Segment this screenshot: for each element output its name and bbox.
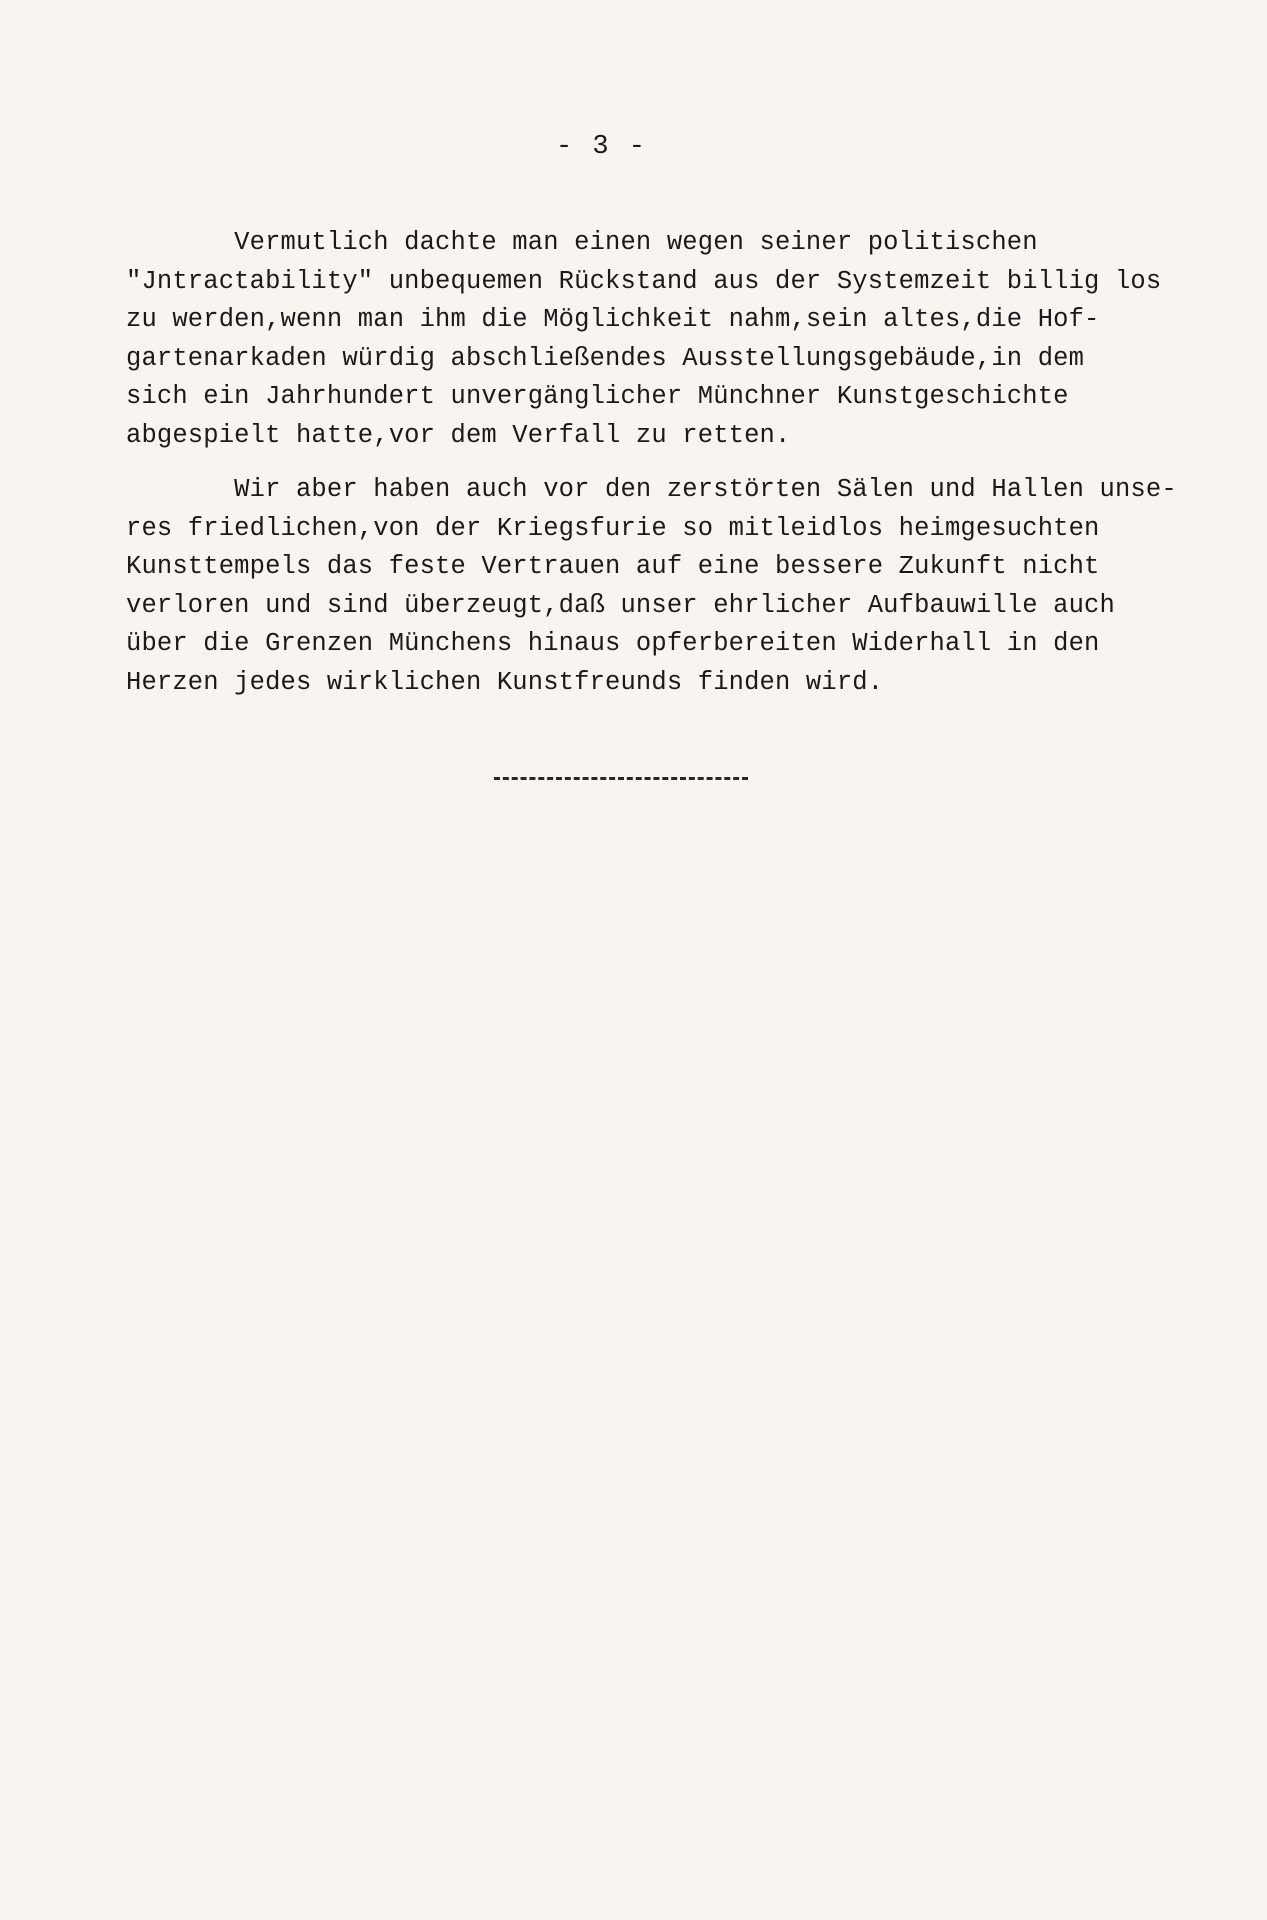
- text-line: "Jntractability" unbequemen Rückstand aus der Systemzeit billig los: [126, 266, 1162, 296]
- text-line: res friedlichen,von der Kriegsfurie so mitleidlos heimgesuchten: [126, 513, 1100, 543]
- text-line: zu werden,wenn man ihm die Möglichkeit nahm,sein altes,die Hof-: [126, 305, 1100, 335]
- text-line: Vermutlich dachte man einen wegen seiner politischen: [126, 228, 1038, 257]
- text-line: gartenarkaden würdig abschließendes Ausstellungsgebäude,in dem: [126, 343, 1085, 373]
- text-line: über die Grenzen Münchens hinaus opferbereiten Widerhall in den: [126, 629, 1100, 659]
- text-line: abgespielt hatte,vor dem Verfall zu retten.: [126, 420, 791, 450]
- text-line: verloren und sind überzeugt,daß unser ehrlicher Aufbauwille auch: [126, 590, 1115, 620]
- text-line: Wir aber haben auch vor den zerstörten Sälen und Hallen unse-: [126, 475, 1177, 504]
- closing-dash-rule: [494, 777, 748, 780]
- text-line: sich ein Jahrhundert unvergänglicher Münchner Kunstgeschichte: [126, 382, 1069, 412]
- text-line: Kunsttempels das feste Vertrauen auf eine bessere Zukunft nicht: [126, 552, 1100, 582]
- text-line: Herzen jedes wirklichen Kunstfreunds finden wird.: [126, 667, 884, 697]
- page-number: - 3 -: [555, 132, 647, 162]
- paragraph-1: [126, 224, 1161, 456]
- paragraph-2: [126, 471, 1177, 703]
